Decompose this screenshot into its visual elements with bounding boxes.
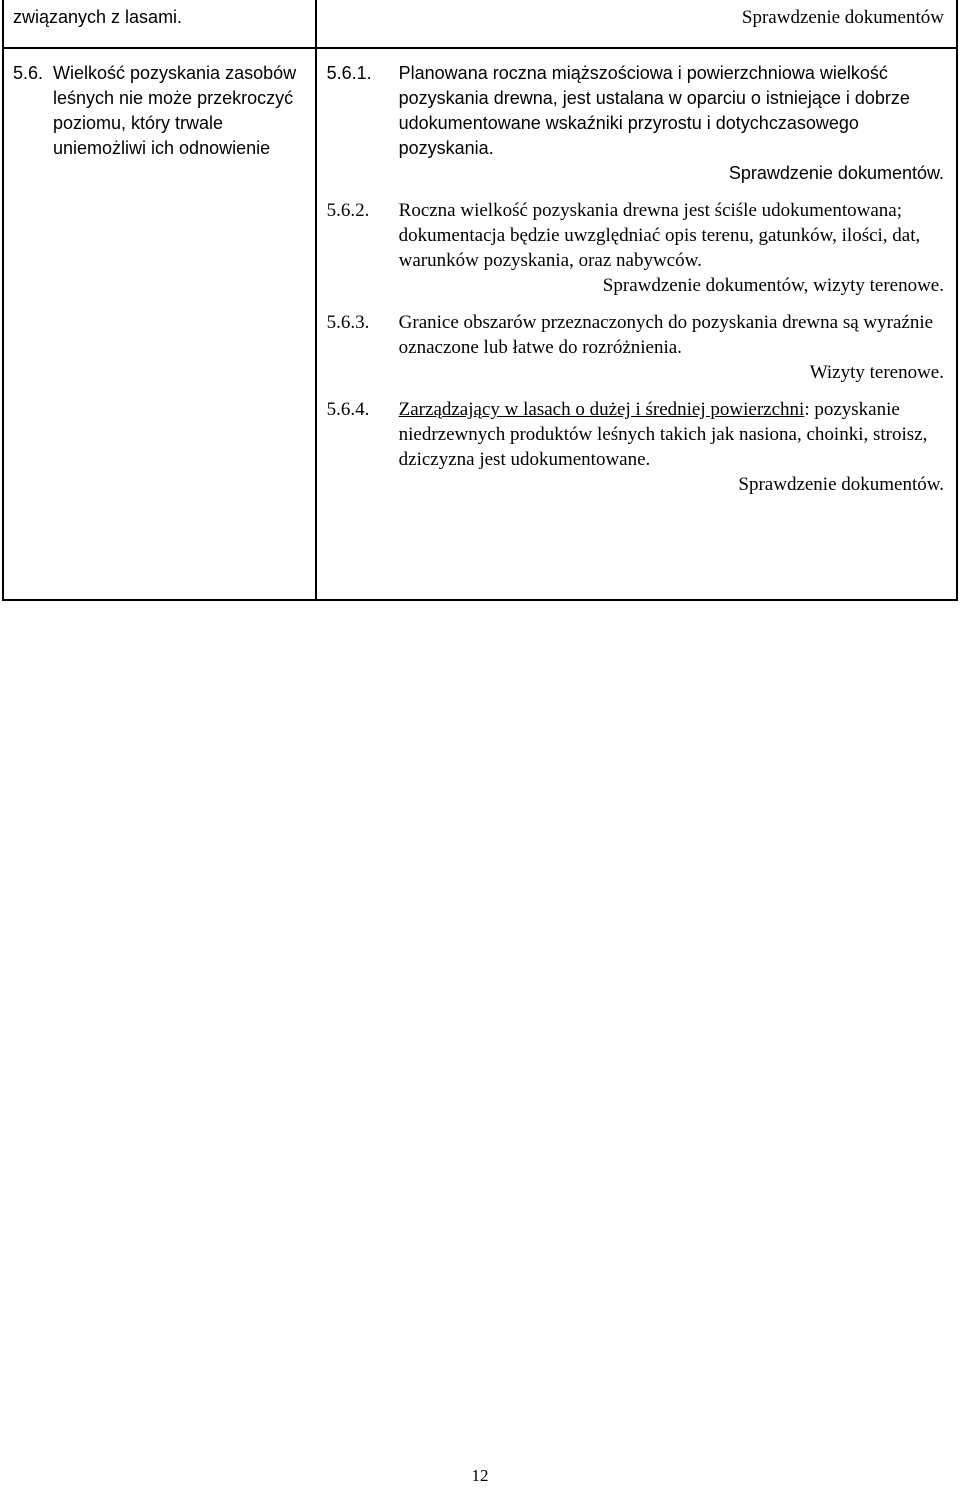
- indicators-cell: [316, 48, 957, 600]
- indicator-text-rest: : pozyskanie niedrzewnych produktów leśnych takich jak nasiona, choinki, stroisz, dziczyzna jest udokumentowane.: [398, 399, 928, 470]
- verification-continuation-text: Sprawdzenie dokumentów: [741, 7, 944, 28]
- indicator-text: Roczna wielkość pozyskania drewna jest ściśle udokumentowana; dokumentacja będzie uwzględniać opis terenu, gatunków, ilości, dat, warunków pozyskania, oraz nabywców.: [398, 200, 921, 271]
- criterion-number: 5.6.: [13, 63, 44, 83]
- table-row: [3, 48, 957, 600]
- indicator-text: Planowana roczna miąższościowa i powierzchniowa wielkość pozyskania drewna, jest ustalana w oparciu o istniejące i dobrze udokumentowane wskaźniki przyrostu i dotychczasowego pozyskania.: [398, 63, 910, 158]
- indicator-item: [327, 198, 944, 298]
- indicator-item: [327, 310, 944, 385]
- criterion-continuation-text: związanych z lasami.: [13, 7, 183, 27]
- standard-table: [2, 0, 958, 601]
- indicator-number: 5.6.4.: [326, 399, 370, 420]
- criterion-cell-continued: [3, 0, 316, 48]
- verification-method: Sprawdzenie dokumentów.: [728, 163, 944, 183]
- indicator-scope-underlined: Zarządzający w lasach o dużej i średniej powierzchni: [398, 399, 805, 420]
- indicator-item: [327, 397, 944, 497]
- indicator-number: 5.6.1.: [326, 63, 372, 83]
- indicator-number: 5.6.3.: [326, 312, 370, 333]
- indicator-item: [327, 61, 944, 186]
- verification-cell-continued: [316, 0, 957, 48]
- verification-method: Sprawdzenie dokumentów, wizyty terenowe.: [602, 275, 944, 296]
- indicator-text: [399, 397, 944, 472]
- criterion-text: Wielkość pozyskania zasobów leśnych nie może przekroczyć poziomu, który trwale uniemożliwi ich odnowienie: [53, 63, 297, 158]
- criterion: [13, 61, 315, 161]
- verification-method: Sprawdzenie dokumentów.: [738, 474, 944, 495]
- indicator-number: 5.6.2.: [326, 200, 370, 221]
- verification-method: Wizyty terenowe.: [809, 362, 944, 383]
- indicator-text: Granice obszarów przeznaczonych do pozyskania drewna są wyraźnie oznaczone lub łatwe do rozróżnienia.: [398, 312, 934, 358]
- criterion-cell: [3, 48, 316, 600]
- table-row: [3, 0, 957, 48]
- page-number: 12: [471, 1466, 489, 1485]
